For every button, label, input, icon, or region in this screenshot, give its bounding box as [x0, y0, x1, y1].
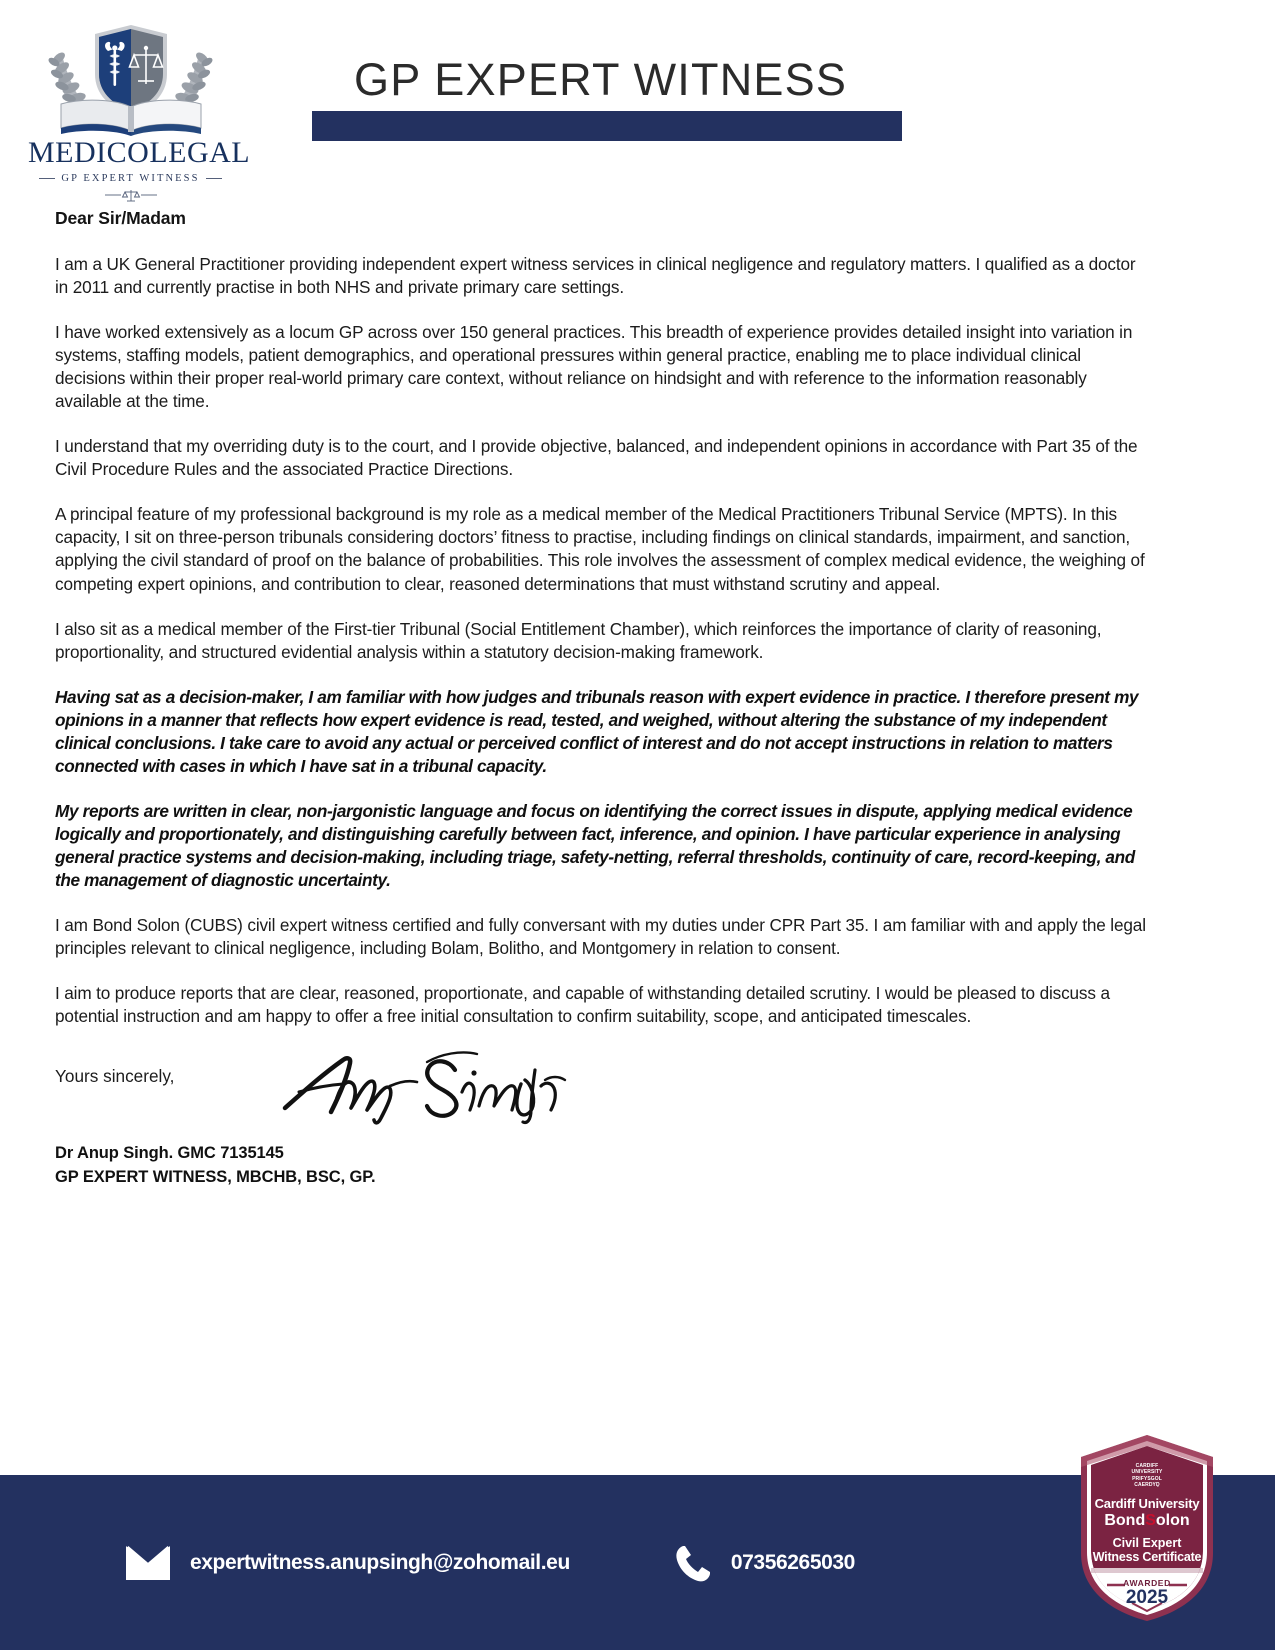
badge-year-label: 2025: [1125, 1587, 1169, 1608]
logo-tagline-row: [28, 173, 233, 184]
footer-phone[interactable]: [675, 1544, 855, 1582]
cardiff-university-crest: [1130, 1463, 1164, 1488]
letter-paragraph: I aim to produce reports that are clear, reasoned, proportionate, and capable of withstanding detailed scrutiny. I would be pleased to discuss a potential instruction and am happy to offer a free initial consultation to confirm suitability, scope, and anticipated timescales.: [55, 983, 1110, 1027]
letter-paragraph: I am a UK General Practitioner providing independent expert witness services in clinical negligence and regulatory matters. I qualified as a doctor in 2011 and currently practise in both NHS and private primary care settings.: [55, 254, 1136, 298]
mail-icon: [126, 1546, 170, 1580]
badge-solon-s: S: [1145, 1512, 1156, 1529]
logo-emblem: [43, 18, 218, 136]
letterhead-header: [0, 0, 1275, 196]
title-accent-bar: [312, 111, 902, 141]
phone-text: 07356265030: [730, 1550, 855, 1574]
medicolegal-logo: [28, 18, 251, 186]
letter-body: [55, 208, 1151, 1190]
letter-paragraph: I also sit as a medical member of the First-tier Tribunal (Social Entitlement Chamber), which reinforces the importance of clarity of reasoning, proportionality, and structured evidential analysis within a statutory decision-making framework.: [55, 618, 1102, 662]
badge-bond-word: Bond: [1104, 1512, 1146, 1529]
letter-paragraph: I have worked extensively as a locum GP across over 150 general practices. This breadth of experience provides detailed insight into variation in systems, staffing models, patient demographics, and operational pressures within general practice, enabling me to place individual clinical decisions within their proper real-world primary care context, without reliance on hindsight and with reference to the information reasonably available at the time.: [55, 322, 1133, 412]
small-scales-icon: [101, 187, 161, 203]
badge-solon-rest: olon: [1155, 1512, 1190, 1529]
badge-civil-label: Civil Expert: [1112, 1536, 1182, 1550]
crest-line-3: PRIFYSGOL: [1132, 1475, 1162, 1482]
salutation: Dear Sir/Madam: [55, 208, 186, 228]
paragraph-list: [55, 253, 1151, 1028]
handwritten-signature: [277, 1040, 597, 1126]
signer-credentials: GP EXPERT WITNESS, MBCHB, BSC, GP.: [55, 1168, 376, 1187]
logo-wordmark: MEDICOLEGAL: [28, 136, 251, 169]
open-book-icon: [55, 98, 207, 136]
logo-rule-left: [39, 178, 55, 179]
logo-rule-right: [206, 178, 222, 179]
badge-bondsolon-label: [1077, 1513, 1217, 1530]
page-title: GP EXPERT WITNESS: [354, 54, 848, 105]
letter-paragraph: I am Bond Solon (CUBS) civil expert witness certified and fully conversant with my duties under CPR Part 35. I am familiar with and apply the legal principles relevant to clinical negligence, including Bolam, Bolitho, and Montgomery in relation to consent.: [55, 915, 1146, 959]
badge-witness-label: Witness Certificate: [1092, 1550, 1202, 1564]
crest-line-4: CAERDYḎ: [1134, 1481, 1160, 1488]
letter-paragraph: I understand that my overriding duty is to the court, and I provide objective, balanced, and independent opinions in accordance with Part 35 of the Civil Procedure Rules and the associated Practice Directions.: [55, 436, 1138, 480]
badge-cardiff-label: Cardiff University: [1094, 1496, 1200, 1511]
logo-tagline: GP EXPERT WITNESS: [61, 173, 200, 184]
footer-email[interactable]: [126, 1546, 570, 1580]
cardiff-bondsolon-badge: [1077, 1433, 1217, 1623]
phone-icon: [675, 1544, 711, 1582]
crest-line-1: CARDIFF: [1135, 1463, 1159, 1469]
signoff-block: [55, 1056, 1151, 1140]
title-block: [312, 56, 1012, 141]
letter-paragraph: My reports are written in clear, non-jargonistic language and focus on identifying the correct issues in dispute, applying medical evidence logically and proportionately, and distinguishing carefully between fact, inference, and opinion. I have particular experience in analysing general practice systems and decision-making, including triage, safety-netting, referral thresholds, continuity of care, record-keeping, and the management of diagnostic uncertainty.: [55, 800, 1135, 890]
footer-bar: [0, 1463, 1275, 1650]
email-text: expertwitness.anupsingh@zohomail.eu: [190, 1550, 570, 1574]
signer-name-gmc: Dr Anup Singh. GMC 7135145: [55, 1144, 284, 1163]
letter-paragraph: A principal feature of my professional background is my role as a medical member of the Medical Practitioners Tribunal Service (MPTS). In this capacity, I sit on three-person tribunals considering doctors’ fitness to practise, including findings on clinical standards, impairment, and sanction, applying the civil standard of proof on the balance of probabilities. This role involves the assessment of complex medical evidence, the weighing of competing expert opinions, and contribution to clear, reasoned determinations that must withstand scrutiny and appeal.: [55, 504, 1145, 594]
crest-line-2: UNIVERSITY: [1131, 1469, 1163, 1476]
signoff-text: Yours sincerely,: [55, 1066, 175, 1087]
badge-awarded-label: AWARDED: [1123, 1578, 1171, 1588]
signer-details: [55, 1142, 1151, 1190]
letter-paragraph: Having sat as a decision-maker, I am familiar with how judges and tribunals reason with expert evidence in practice. I therefore present my opinions in a manner that reflects how expert evidence is read, tested, and weighed, without altering the substance of my independent clinical conclusions. I take care to avoid any actual or perceived conflict of interest and do not accept instructions in relation to matters connected with cases in which I have sat in a tribunal capacity.: [55, 686, 1139, 776]
